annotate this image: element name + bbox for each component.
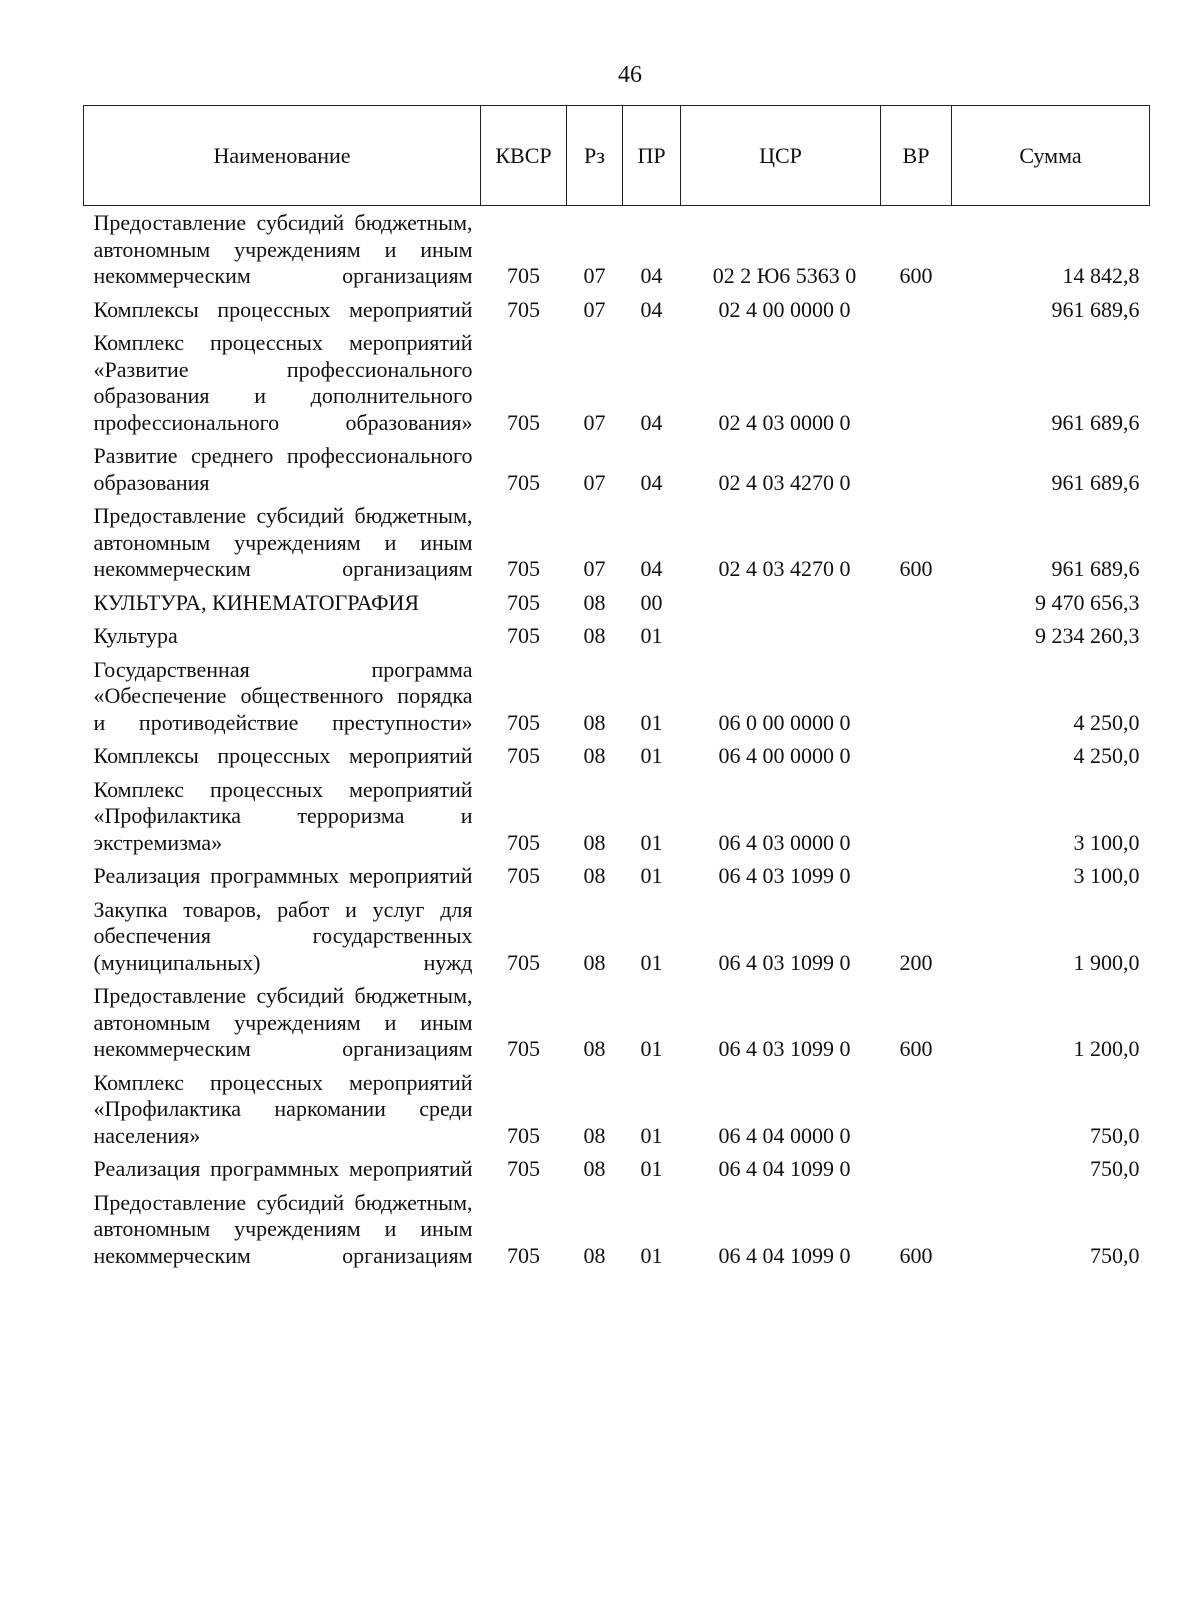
table-row	[84, 206, 1150, 293]
row-vr	[881, 1066, 952, 1153]
row-csr: 06 4 04 1099 0	[718, 1156, 851, 1181]
row-name: Предоставление субсидий бюджетным, автономным учреждениям и иным некоммерческим организациям	[93, 210, 473, 288]
row-sum: 4 250,0	[1073, 709, 1140, 735]
row-csr: 02 4 03 4270 0	[718, 469, 851, 495]
header-pr: ПР	[623, 106, 681, 206]
row-kvsr: 705	[507, 296, 540, 322]
row-csr: 06 4 03 1099 0	[718, 949, 851, 975]
table-row	[84, 773, 1150, 860]
row-pr: 01	[640, 1036, 663, 1061]
row-vr	[881, 653, 952, 740]
row-pr: 04	[640, 296, 663, 322]
row-kvsr: 705	[507, 556, 540, 581]
row-kvsr: 705	[507, 709, 540, 735]
row-sum: 750,0	[1090, 1156, 1140, 1181]
row-sum: 961 689,6	[1051, 409, 1140, 435]
row-rz: 07	[583, 296, 606, 322]
row-vr: 600	[899, 1036, 933, 1061]
row-name: Реализация программных мероприятий	[93, 1156, 473, 1181]
row-kvsr: 705	[507, 409, 540, 435]
row-sum: 9 470 656,3	[1035, 589, 1140, 615]
header-name: Наименование	[84, 106, 481, 206]
row-name: Развитие среднего профессионального образования	[93, 443, 473, 495]
header-sum: Сумма	[952, 106, 1150, 206]
row-kvsr: 705	[507, 1242, 540, 1268]
row-name: Предоставление субсидий бюджетным, автономным учреждениям и иным некоммерческим организациям	[93, 503, 473, 581]
table-row	[84, 586, 1150, 620]
row-pr: 01	[640, 863, 663, 888]
row-rz: 08	[583, 1036, 606, 1061]
row-vr	[881, 773, 952, 860]
row-csr: 02 4 03 4270 0	[718, 556, 851, 581]
table-row	[84, 619, 1150, 653]
row-rz: 08	[583, 829, 606, 855]
row-csr: 06 4 03 1099 0	[718, 863, 851, 888]
row-vr: 600	[899, 263, 933, 288]
row-pr: 01	[640, 829, 663, 855]
row-name: Реализация программных мероприятий	[93, 863, 473, 888]
row-rz: 08	[583, 949, 606, 975]
row-name: Комплекс процессных мероприятий «Профилактика терроризма и экстремизма»	[93, 776, 473, 855]
row-sum: 9 234 260,3	[1035, 623, 1140, 648]
row-sum: 14 842,8	[1062, 263, 1140, 288]
row-rz: 08	[583, 623, 606, 648]
row-pr: 01	[640, 1122, 663, 1148]
row-csr	[681, 619, 881, 653]
header-rz: Рз	[567, 106, 623, 206]
row-vr	[881, 1152, 952, 1186]
row-vr: 200	[899, 949, 933, 975]
header-csr: ЦСР	[681, 106, 881, 206]
row-name: Культура	[93, 623, 178, 648]
row-vr	[881, 859, 952, 893]
table-header-row	[84, 106, 1150, 206]
row-rz: 07	[583, 469, 606, 495]
row-kvsr: 705	[507, 1156, 540, 1181]
row-vr: 600	[899, 1242, 933, 1268]
row-pr: 01	[640, 1242, 663, 1268]
row-kvsr: 705	[507, 469, 540, 495]
row-csr	[681, 586, 881, 620]
row-vr	[881, 439, 952, 499]
row-csr: 02 4 00 0000 0	[718, 296, 851, 322]
row-kvsr: 705	[507, 263, 540, 288]
row-name: Комплекс процессных мероприятий «Развитие профессионального образования и дополнительного профессионального образования»	[93, 330, 473, 435]
budget-table	[83, 105, 1150, 1272]
row-name: Комплекс процессных мероприятий «Профилактика наркомании среди населения»	[93, 1069, 473, 1148]
row-kvsr: 705	[507, 949, 540, 975]
row-csr: 06 4 03 1099 0	[718, 1036, 851, 1061]
row-csr: 06 0 00 0000 0	[718, 709, 851, 735]
row-sum: 1 200,0	[1073, 1036, 1140, 1061]
page-number: 46	[618, 62, 642, 88]
row-vr	[881, 619, 952, 653]
row-rz: 07	[583, 263, 606, 288]
row-rz: 08	[583, 709, 606, 735]
row-kvsr: 705	[507, 1036, 540, 1061]
row-pr: 04	[640, 409, 663, 435]
row-rz: 08	[583, 1122, 606, 1148]
row-sum: 3 100,0	[1073, 829, 1140, 855]
row-kvsr: 705	[507, 623, 540, 648]
row-pr: 04	[640, 263, 663, 288]
row-pr: 01	[640, 1156, 663, 1181]
row-csr: 06 4 04 0000 0	[718, 1122, 851, 1148]
table-row	[84, 293, 1150, 327]
row-name: Комплексы процессных мероприятий	[93, 743, 473, 768]
row-name: Государственная программа «Обеспечение общественного порядка и противодействие преступности»	[93, 656, 473, 735]
table-row	[84, 326, 1150, 439]
row-rz: 08	[583, 1156, 606, 1181]
row-kvsr: 705	[507, 863, 540, 888]
row-sum: 1 900,0	[1073, 949, 1140, 975]
row-pr: 01	[640, 709, 663, 735]
row-csr: 02 4 03 0000 0	[718, 409, 851, 435]
row-vr	[881, 586, 952, 620]
row-rz: 07	[583, 556, 606, 581]
table-row	[84, 439, 1150, 499]
row-vr	[881, 326, 952, 439]
row-rz: 07	[583, 409, 606, 435]
row-name: Закупка товаров, работ и услуг для обеспечения государственных (муниципальных) нужд	[93, 896, 473, 975]
header-vr: ВР	[881, 106, 952, 206]
row-sum: 750,0	[1090, 1122, 1140, 1148]
row-kvsr: 705	[507, 589, 540, 615]
row-pr: 01	[640, 949, 663, 975]
row-vr	[881, 293, 952, 327]
row-pr: 04	[640, 556, 663, 581]
row-name: КУЛЬТУРА, КИНЕМАТОГРАФИЯ	[93, 589, 420, 615]
row-sum: 750,0	[1090, 1242, 1140, 1268]
table-row	[84, 859, 1150, 893]
table-row	[84, 499, 1150, 586]
row-kvsr: 705	[507, 829, 540, 855]
row-pr: 01	[640, 623, 663, 648]
row-name: Предоставление субсидий бюджетным, автономным учреждениям и иным некоммерческим организациям	[93, 1189, 473, 1268]
row-name: Комплексы процессных мероприятий	[93, 296, 473, 322]
table-row	[84, 1066, 1150, 1153]
row-rz: 08	[583, 863, 606, 888]
row-pr: 00	[640, 589, 663, 615]
row-sum: 4 250,0	[1073, 743, 1140, 768]
row-rz: 08	[583, 743, 606, 768]
row-sum: 961 689,6	[1051, 469, 1140, 495]
row-csr: 02 2 Ю6 5363 0	[712, 263, 857, 288]
row-csr: 06 4 03 0000 0	[718, 829, 851, 855]
row-csr: 06 4 04 1099 0	[718, 1242, 851, 1268]
row-name: Предоставление субсидий бюджетным, автономным учреждениям и иным некоммерческим организациям	[93, 983, 473, 1061]
row-kvsr: 705	[507, 743, 540, 768]
row-rz: 08	[583, 589, 606, 615]
table-row	[84, 739, 1150, 773]
row-kvsr: 705	[507, 1122, 540, 1148]
row-sum: 3 100,0	[1073, 863, 1140, 888]
row-sum: 961 689,6	[1051, 556, 1140, 581]
table-row	[84, 979, 1150, 1066]
table-row	[84, 893, 1150, 980]
row-sum: 961 689,6	[1051, 296, 1140, 322]
row-vr: 600	[899, 556, 933, 581]
row-rz: 08	[583, 1242, 606, 1268]
row-csr: 06 4 00 0000 0	[718, 743, 851, 768]
table-row	[84, 1152, 1150, 1186]
header-kvsr: КВСР	[481, 106, 567, 206]
table-row	[84, 653, 1150, 740]
row-vr	[881, 739, 952, 773]
table-row	[84, 1186, 1150, 1273]
row-pr: 01	[640, 743, 663, 768]
row-pr: 04	[640, 469, 663, 495]
